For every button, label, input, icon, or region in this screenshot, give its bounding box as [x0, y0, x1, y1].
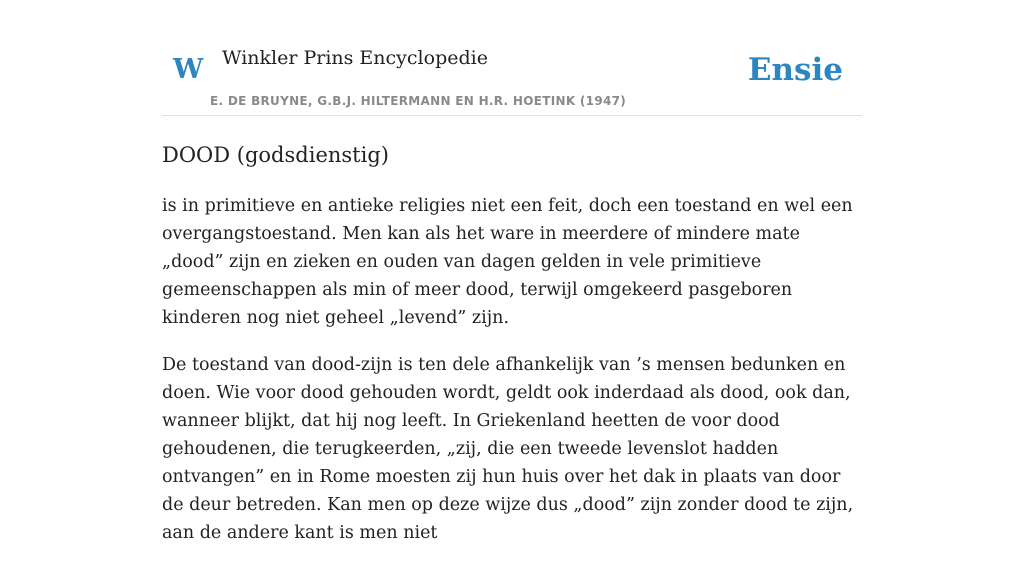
article-paragraph: De toestand van dood-zijn is ten dele afhankelijk van ’s mensen bedunken en doen. Wie voor dood gehouden wordt, geldt ook inderdaad als dood, ook dan, wanneer blijkt, dat hij nog leeft. In Griekenland heetten de voor dood gehoudenen, die terugkeerden, „zij, die een tweede levenslot hadden ontvangen” en in Rome moesten zij hun huis over het dak in plaats van door de deur betreden. Kan men op deze wijze dus „dood” zijn zonder dood te zijn, aan de andere kant is men niet — [162, 355, 854, 543]
header — [162, 40, 862, 116]
brand-logo-link[interactable]: Ensie — [747, 52, 843, 88]
publication-title[interactable]: Winkler Prins Encyclopedie — [222, 47, 488, 69]
publication-logo-w-icon[interactable]: W — [173, 54, 204, 85]
article-title: DOOD (godsdienstig) — [162, 143, 389, 167]
article-paragraph: is in primitieve en antieke religies niet een feit, doch een toestand en wel een overgangstoestand. Men kan als het ware in meerdere of mindere mate „dood” zijn en zieken en ouden van dagen gelden in vele primitieve gemeenschappen als min of meer dood, terwijl omgekeerd pasgeboren kinderen nog niet geheel „levend” zijn. — [162, 196, 853, 328]
article-body — [162, 192, 862, 566]
publication-authors: E. DE BRUYNE, G.B.J. HILTERMANN EN H.R. HOETINK (1947) — [210, 94, 627, 108]
